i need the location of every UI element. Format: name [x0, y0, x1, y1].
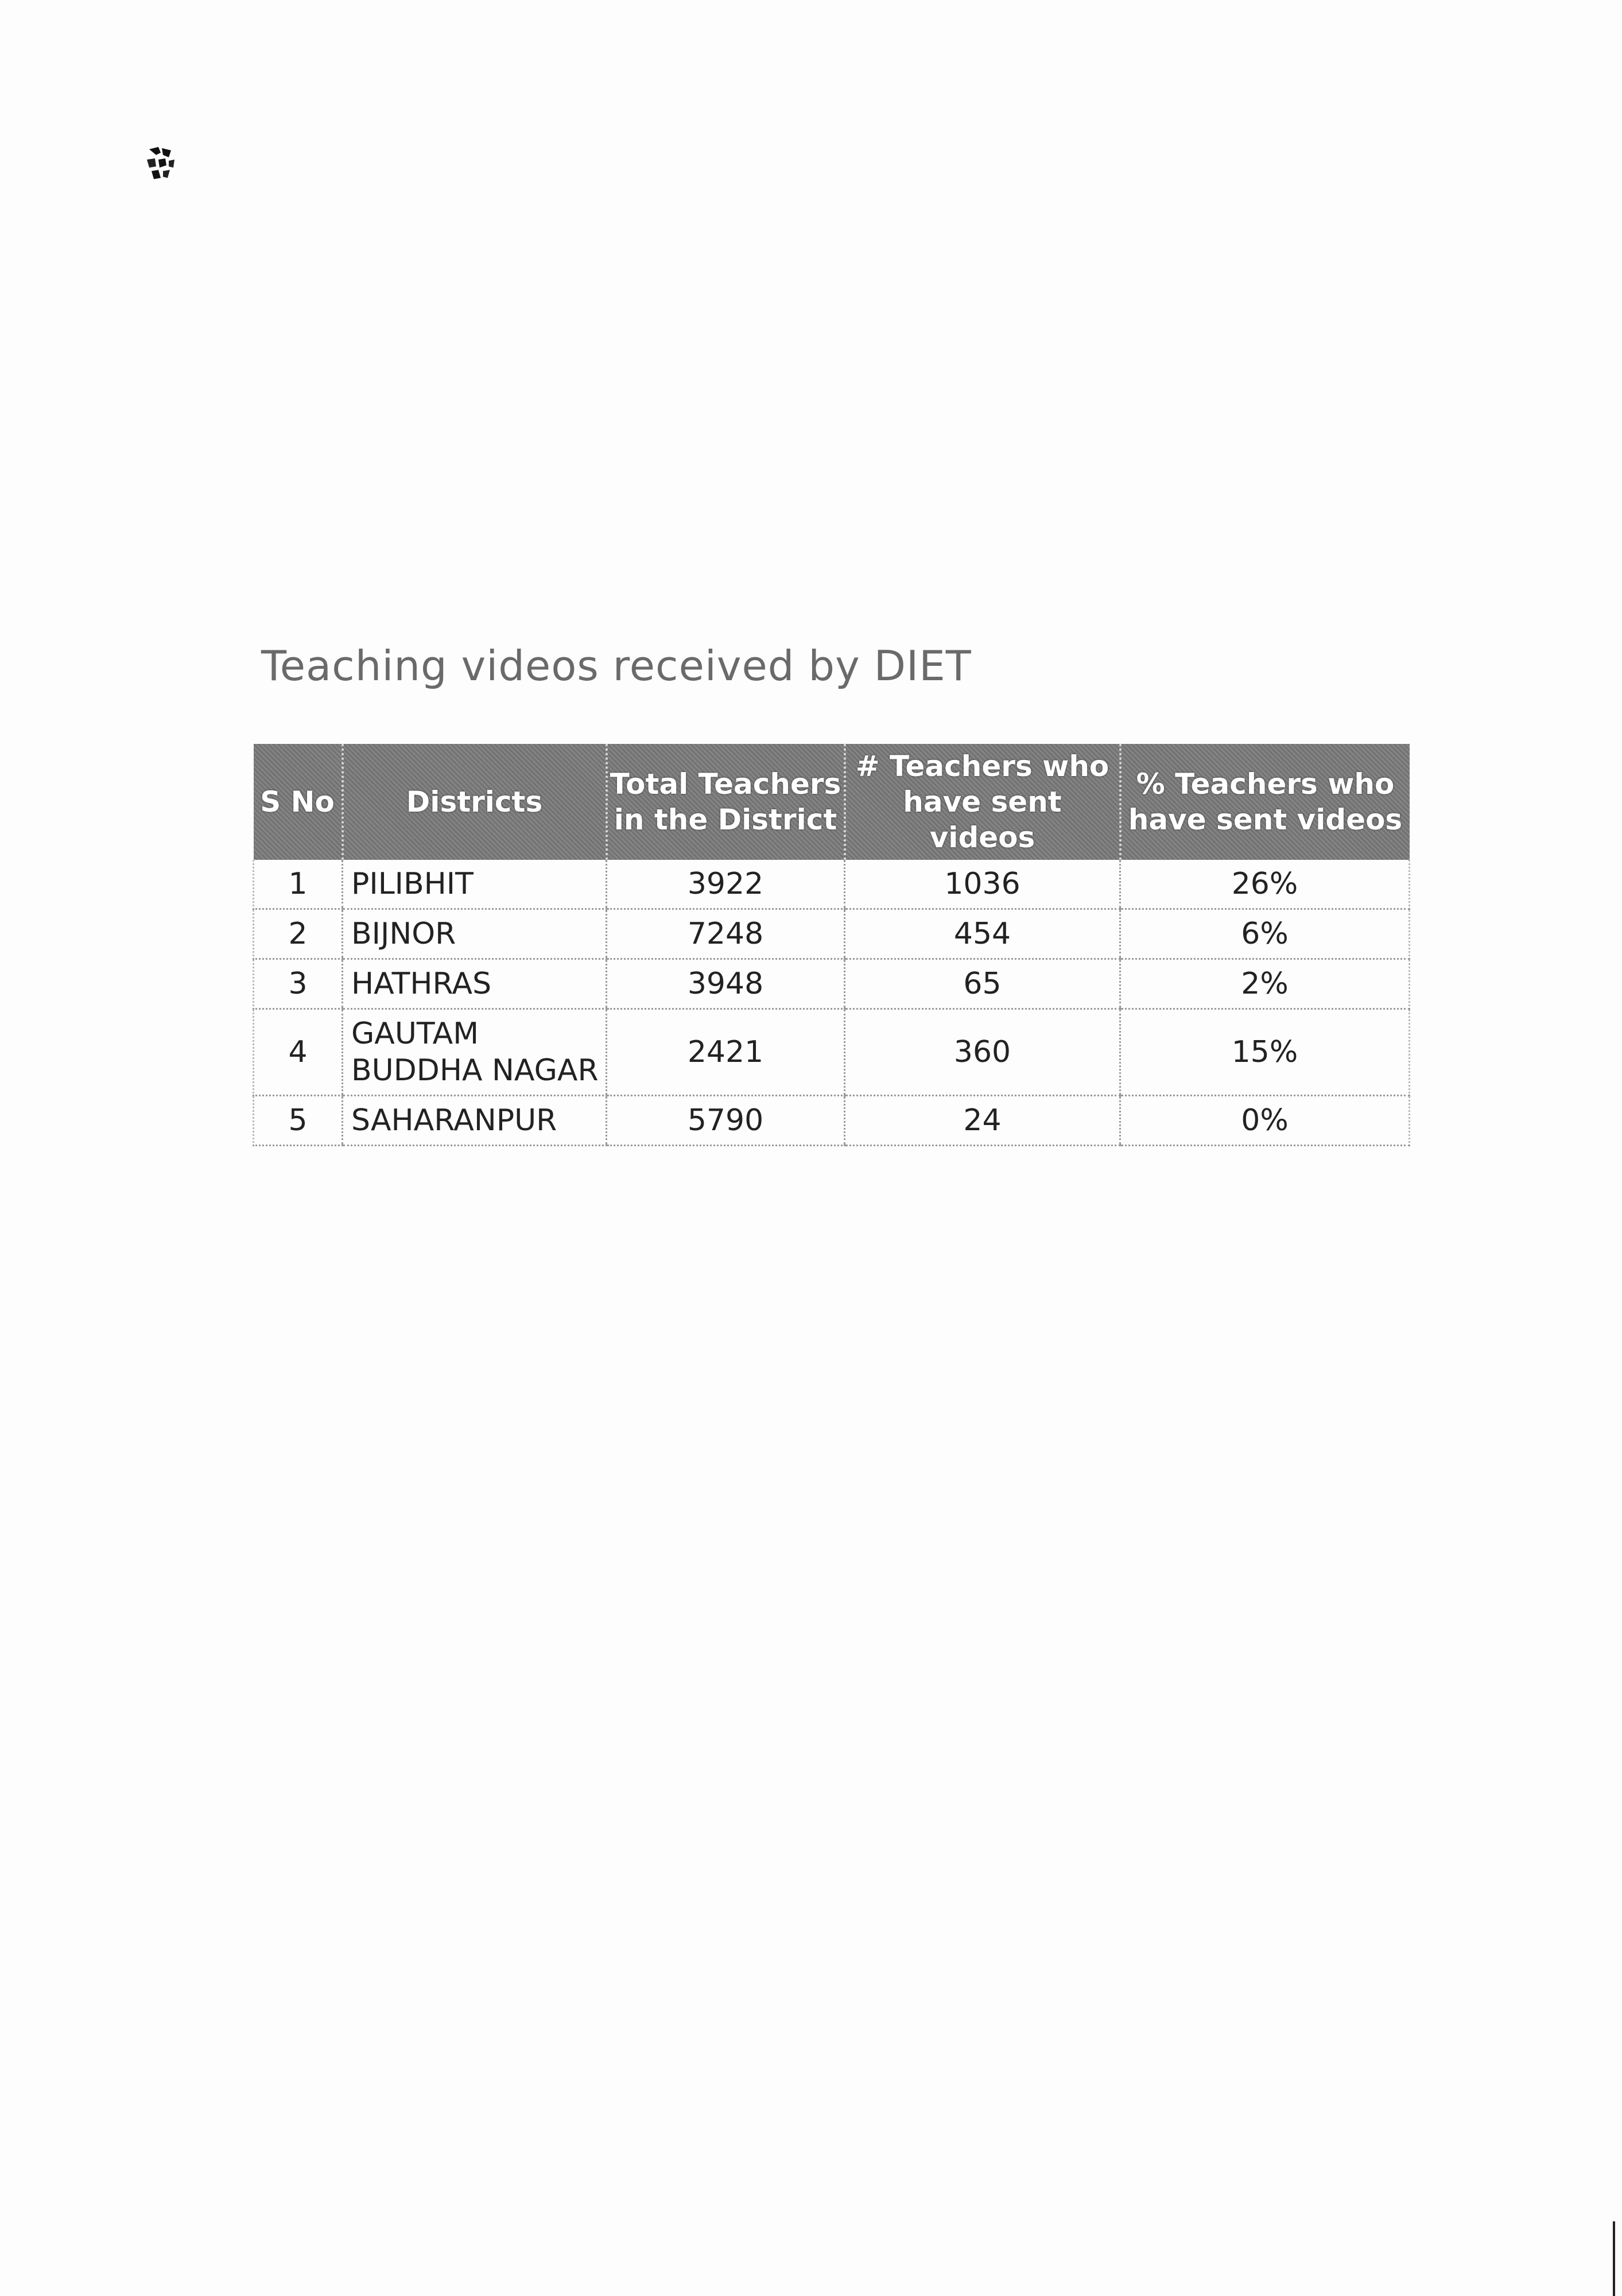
header-percent-sent	[1120, 744, 1410, 860]
cell-sno: 1	[254, 860, 343, 909]
header-districts: Districts	[343, 744, 607, 860]
cell-total: 7248	[607, 909, 845, 959]
cell-pct: 15%	[1120, 1009, 1410, 1096]
table-row	[254, 1009, 1410, 1096]
district-line1: SAHARANPUR	[351, 1103, 557, 1138]
cell-sno: 5	[254, 1096, 343, 1146]
cell-sno: 4	[254, 1009, 343, 1096]
table-row	[254, 909, 1410, 959]
document-title: Teaching videos received by DIET	[261, 642, 972, 690]
table-row	[254, 1096, 1410, 1146]
cell-district	[343, 860, 607, 909]
header-pct-line2: have sent videos	[1128, 803, 1403, 836]
cell-pct: 2%	[1120, 959, 1410, 1009]
header-total-teachers	[607, 744, 845, 860]
cell-total: 2421	[607, 1009, 845, 1096]
district-line1: GAUTAM	[351, 1017, 479, 1051]
district-videos-table	[253, 744, 1410, 1146]
header-total-line1: Total Teachers	[610, 767, 841, 801]
cell-sno: 2	[254, 909, 343, 959]
scan-edge-line	[1613, 2221, 1615, 2296]
cell-district	[343, 1096, 607, 1146]
header-sent-line2: have sent videos	[903, 785, 1062, 854]
cell-district	[343, 959, 607, 1009]
cell-sent: 65	[845, 959, 1120, 1009]
table-header-row	[254, 744, 1410, 860]
cell-sent: 360	[845, 1009, 1120, 1096]
cell-district	[343, 1009, 607, 1096]
cell-pct: 26%	[1120, 860, 1410, 909]
cell-sno: 3	[254, 959, 343, 1009]
cell-total: 3922	[607, 860, 845, 909]
header-total-line2: in the District	[614, 803, 837, 836]
cell-total: 3948	[607, 959, 845, 1009]
logo-mark-icon	[143, 145, 178, 181]
header-teachers-sent	[845, 744, 1120, 860]
cell-sent: 24	[845, 1096, 1120, 1146]
table-row	[254, 959, 1410, 1009]
cell-pct: 0%	[1120, 1096, 1410, 1146]
district-line1: PILIBHIT	[351, 867, 474, 901]
header-pct-line1: % Teachers who	[1136, 767, 1395, 801]
table-row	[254, 860, 1410, 909]
header-sent-line1: # Teachers who	[855, 750, 1109, 783]
cell-total: 5790	[607, 1096, 845, 1146]
district-line1: BIJNOR	[351, 917, 456, 951]
district-line1: HATHRAS	[351, 967, 492, 1001]
cell-pct: 6%	[1120, 909, 1410, 959]
header-sno: S No	[254, 744, 343, 860]
cell-district	[343, 909, 607, 959]
district-line2: BUDDHA NAGAR	[351, 1053, 599, 1088]
cell-sent: 454	[845, 909, 1120, 959]
cell-sent: 1036	[845, 860, 1120, 909]
